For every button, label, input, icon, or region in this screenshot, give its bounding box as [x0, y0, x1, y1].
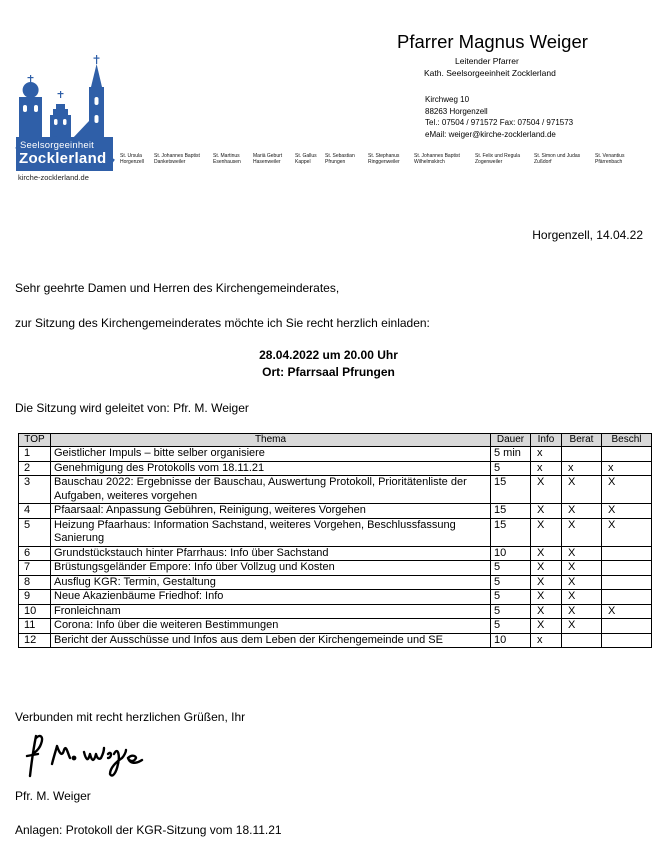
meeting-location: Ort: Pfarrsaal Pfrungen: [262, 365, 395, 379]
cell-top: 4: [19, 504, 51, 519]
parish-item: Mariä Geburt Hasenweiler: [253, 153, 283, 166]
parish-item: St. Johannes Baptist Wilhelmskirch: [414, 153, 460, 166]
cell-info: X: [531, 476, 562, 504]
handwritten-signature-icon: [24, 728, 154, 783]
cell-top: 11: [19, 619, 51, 634]
parish-item: St. Ursula Horgenzell: [120, 153, 144, 166]
meeting-datetime: 28.04.2022 um 20.00 Uhr: [259, 348, 398, 362]
cell-top: 10: [19, 604, 51, 619]
col-header-topic: Thema: [51, 434, 491, 447]
cell-duration: 5: [491, 561, 531, 576]
parish-item: St. Gallus Kappel: [295, 153, 317, 166]
signer-name: Pfr. M. Weiger: [15, 789, 91, 803]
cell-berat: X: [562, 619, 602, 634]
address-email[interactable]: eMail: weiger@kirche-zocklerland.de: [425, 129, 556, 139]
logo-line2: Zocklerland: [19, 150, 107, 167]
cell-beschl: [602, 575, 652, 590]
cell-topic: Heizung Pfaarhaus: Information Sachstand, weiteres Vorgehen, Beschlussfassung Sanierung: [51, 518, 491, 546]
table-row: [19, 518, 652, 546]
table-row: [19, 476, 652, 504]
agenda-table: [18, 433, 652, 648]
cell-info: X: [531, 504, 562, 519]
cell-topic: Corona: Info über die weiteren Bestimmungen: [51, 619, 491, 634]
logo-url[interactable]: kirche-zocklerland.de: [18, 173, 89, 182]
cell-duration: 5: [491, 461, 531, 476]
closing-greeting: Verbunden mit recht herzlichen Grüßen, Ihr: [15, 710, 246, 724]
cell-berat: X: [562, 590, 602, 605]
cell-top: 6: [19, 546, 51, 561]
cell-beschl: X: [602, 604, 652, 619]
sender-role: Leitender Pfarrer: [455, 56, 519, 66]
cell-berat: [562, 447, 602, 462]
cell-berat: X: [562, 561, 602, 576]
sender-address: [425, 94, 573, 140]
cell-duration: 10: [491, 546, 531, 561]
table-row: [19, 633, 652, 648]
col-header-duration: Dauer: [491, 434, 531, 447]
cell-info: X: [531, 561, 562, 576]
cell-berat: x: [562, 461, 602, 476]
parish-item: St. Johannes Baptist Danketsweiler: [154, 153, 200, 166]
cell-info: x: [531, 633, 562, 648]
cell-info: X: [531, 590, 562, 605]
cell-top: 2: [19, 461, 51, 476]
cell-topic: Brüstungsgeländer Empore: Info über Vollzug und Kosten: [51, 561, 491, 576]
cell-top: 5: [19, 518, 51, 546]
cell-topic: Ausflug KGR: Termin, Gestaltung: [51, 575, 491, 590]
cell-top: 3: [19, 476, 51, 504]
attachments-note: Anlagen: Protokoll der KGR-Sitzung vom 18.11.21: [15, 823, 282, 837]
address-street: Kirchweg 10: [425, 95, 470, 104]
address-phone: Tel.: 07504 / 971572 Fax: 07504 / 971573: [425, 118, 574, 128]
cell-topic: Genehmigung des Protokolls vom 18.11.21: [51, 461, 491, 476]
cell-beschl: X: [602, 504, 652, 519]
cell-info: X: [531, 546, 562, 561]
cell-topic: Bauschau 2022: Ergebnisse der Bauschau, Auswertung Protokoll, Prioritätenliste der Aufgaben, weiteres vorgehen: [51, 476, 491, 504]
sender-unit: Kath. Seelsorgeeinheit Zocklerland: [424, 68, 556, 78]
cell-berat: X: [562, 575, 602, 590]
cell-topic: Neue Akazienbäume Friedhof: Info: [51, 590, 491, 605]
meeting-chair: Die Sitzung wird geleitet von: Pfr. M. Weiger: [15, 401, 249, 415]
parish-item: St. Venantius Pfärrenbach: [595, 153, 625, 166]
cell-top: 12: [19, 633, 51, 648]
cell-duration: 5: [491, 590, 531, 605]
parish-item: St. Stephanus Ringgenweiler: [368, 153, 400, 166]
cell-beschl: [602, 447, 652, 462]
cell-topic: Bericht der Ausschüsse und Infos aus dem Leben der Kirchengemeinde und SE: [51, 633, 491, 648]
cell-berat: X: [562, 518, 602, 546]
cell-beschl: [602, 561, 652, 576]
table-row: [19, 561, 652, 576]
cell-info: x: [531, 461, 562, 476]
cell-duration: 10: [491, 633, 531, 648]
cell-beschl: X: [602, 518, 652, 546]
cell-info: X: [531, 575, 562, 590]
table-row: [19, 546, 652, 561]
invitation-text: zur Sitzung des Kirchengemeinderates möchte ich Sie recht herzlich einladen:: [15, 316, 430, 330]
cell-beschl: [602, 619, 652, 634]
sender-name: Pfarrer Magnus Weiger: [397, 31, 588, 52]
parish-item: St. Simon und Judas Zußdorf: [534, 153, 581, 166]
cell-top: 9: [19, 590, 51, 605]
cell-top: 8: [19, 575, 51, 590]
cell-beschl: [602, 590, 652, 605]
col-header-top: TOP: [19, 434, 51, 447]
cell-berat: X: [562, 504, 602, 519]
table-row: [19, 619, 652, 634]
cell-duration: 5: [491, 604, 531, 619]
cell-duration: 5: [491, 575, 531, 590]
address-city: 88263 Horgenzell: [425, 106, 488, 116]
cell-berat: X: [562, 546, 602, 561]
cell-beschl: x: [602, 461, 652, 476]
cell-topic: Grundstückstauch hinter Pfarrhaus: Info über Sachstand: [51, 546, 491, 561]
cell-top: 1: [19, 447, 51, 462]
logo-wordmark: [16, 137, 113, 171]
cell-duration: 5 min: [491, 447, 531, 462]
letter-date: Horgenzell, 14.04.22: [532, 228, 643, 242]
cell-duration: 5: [491, 619, 531, 634]
cell-duration: 15: [491, 476, 531, 504]
cell-topic: Fronleichnam: [51, 604, 491, 619]
cell-topic: Pfaarsaal: Anpassung Gebühren, Reinigung, weiteres Vorgehen: [51, 504, 491, 519]
agenda-header-row: [19, 434, 652, 447]
logo-line1: Seelsorgeeinheit: [20, 140, 94, 151]
cell-info: x: [531, 447, 562, 462]
cell-topic: Geistlicher Impuls – bitte selber organisiere: [51, 447, 491, 462]
cell-duration: 15: [491, 504, 531, 519]
cell-berat: X: [562, 476, 602, 504]
cell-duration: 15: [491, 518, 531, 546]
salutation: Sehr geehrte Damen und Herren des Kirchengemeinderates,: [15, 281, 340, 295]
cell-info: X: [531, 619, 562, 634]
cell-info: X: [531, 518, 562, 546]
cell-berat: X: [562, 604, 602, 619]
parish-list: [120, 153, 655, 173]
table-row: [19, 461, 652, 476]
col-header-berat: Berat: [562, 434, 602, 447]
cell-top: 7: [19, 561, 51, 576]
table-row: [19, 575, 652, 590]
cell-beschl: X: [602, 476, 652, 504]
cell-info: X: [531, 604, 562, 619]
parish-item: St. Sebastian Pfrungen: [325, 153, 355, 166]
parish-item: St. Martinus Esenhausen: [213, 153, 241, 166]
cell-berat: [562, 633, 602, 648]
table-row: [19, 504, 652, 519]
cell-beschl: [602, 546, 652, 561]
table-row: [19, 447, 652, 462]
cell-beschl: [602, 633, 652, 648]
table-row: [19, 590, 652, 605]
col-header-beschl: Beschl: [602, 434, 652, 447]
parish-item: St. Felix und Regula Zogenweiler: [475, 153, 521, 166]
col-header-info: Info: [531, 434, 562, 447]
table-row: [19, 604, 652, 619]
